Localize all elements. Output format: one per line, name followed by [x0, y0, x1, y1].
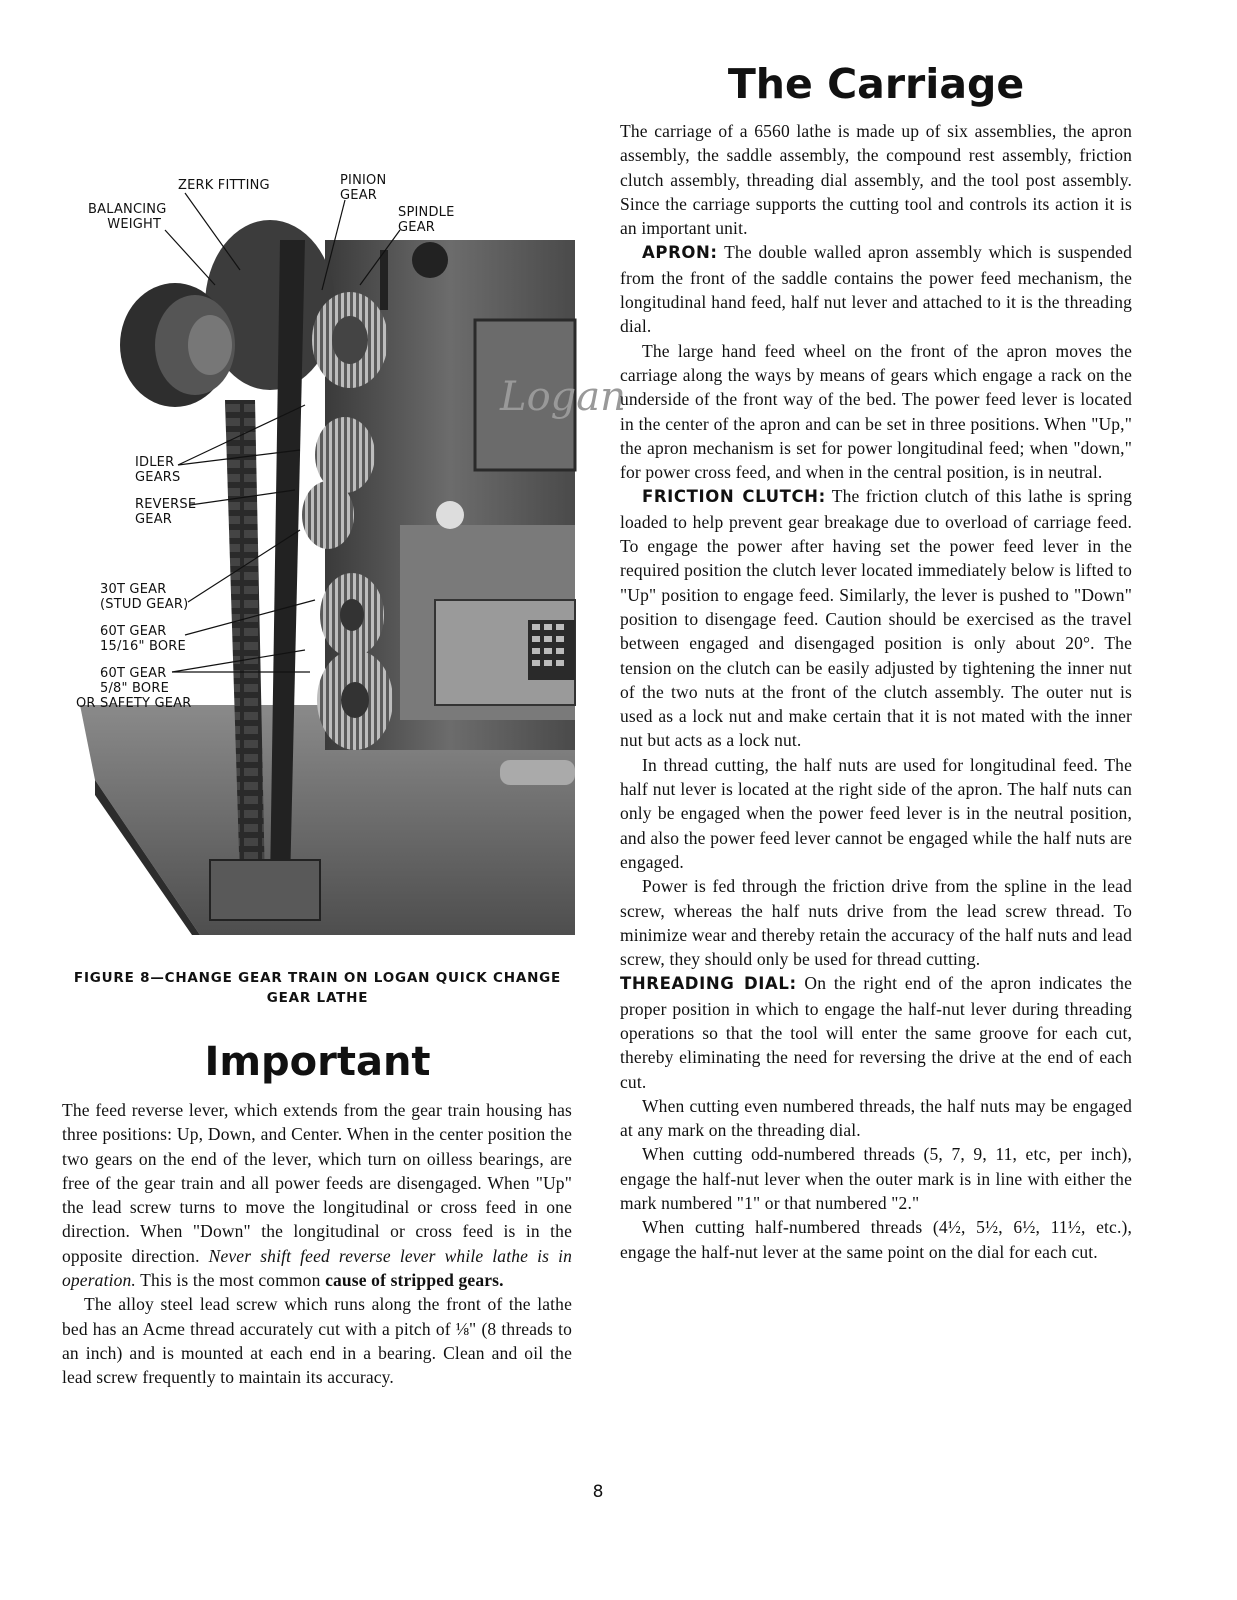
callout-line: IDLER — [135, 455, 175, 470]
callout-line: (STUD GEAR) — [100, 597, 189, 612]
callout-line: 5/8" BORE — [100, 681, 170, 696]
callout-line: 15/16" BORE — [100, 639, 186, 654]
callout-line: GEAR — [398, 220, 436, 235]
callout-line: SPINDLE — [398, 205, 455, 220]
paragraph-friction-clutch — [620, 484, 1132, 752]
carriage-heading: The Carriage — [727, 60, 1025, 108]
callout-line: GEAR — [340, 188, 378, 203]
callout-line: BALANCING — [88, 202, 167, 217]
important-text — [62, 1098, 572, 1390]
paragraph-hand-feed: The large hand feed wheel on the front of the apron moves the carriage along the ways by means of gears which engage a rack on the underside of the front way of the bed. The power feed lever is located in the center of the apron and can be set in three positions. When "Up," the apron mechanism is set for power longitudinal feed; when "down," for power cross feed, and when in the central position, is in neutral. — [620, 340, 1132, 483]
important-heading: Important — [204, 1039, 431, 1085]
carriage-text — [620, 119, 1132, 1264]
paragraph-feed-reverse — [62, 1098, 572, 1292]
paragraph-thread-cutting: In thread cutting, the half nuts are used for longitudinal feed. The half nut lever is located at the right side of the apron. The half nuts can only be engaged when the power feed lever is in the neutral position, and also the power feed lever cannot be engaged while the half nuts are engaged. — [620, 754, 1132, 872]
figure-caption — [60, 968, 575, 1008]
page-number: 8 — [592, 1482, 604, 1502]
callout-line: GEARS — [135, 470, 181, 485]
threading-dial-label: THREADING DIAL: — [620, 974, 797, 994]
paragraph-intro: The carriage of a 6560 lathe is made up of six assemblies, the apron assembly, the saddle assembly, the compound rest assembly, friction clutch assembly, threading dial assembly, and the tool post assembly. Since the carriage supports the cutting tool and controls its action it is an important unit. — [620, 121, 1132, 239]
paragraph-odd-threads: When cutting odd-numbered threads (5, 7, 9, 11, etc, per inch), engage the half-nut lever when the outer mark is in line with either the mark numbered "1" or that numbered "2." — [620, 1144, 1132, 1214]
callout-line: REVERSE — [135, 497, 197, 512]
callout-line: GEAR — [135, 512, 173, 527]
callout-line: 60T GEAR — [100, 624, 167, 639]
paragraph-half-threads: When cutting half-numbered threads (4½, 5½, 6½, 11½, etc.), engage the half-nut lever at the same point on the dial for each cut. — [620, 1217, 1132, 1262]
paragraph-even-threads: When cutting even numbered threads, the half nuts may be engaged at any mark on the threading dial. — [620, 1095, 1132, 1141]
warning-italic: Never shift feed reverse lever while lathe is in operation. — [62, 1245, 572, 1291]
text-span: The double walled apron assembly which is suspended from the front of the saddle contains the power feed mechanism, the longitudinal hand feed, half nut lever and attached to it is the threading dial. — [620, 242, 1132, 337]
paragraph-lead-screw: The alloy steel lead screw which runs along the front of the lathe bed has an Acme thread accurately cut with a pitch of ⅛" (8 threads to an inch) and is mounted at each end in a bearing. Clean and oil the lead screw frequently to maintain its accuracy. — [62, 1294, 572, 1388]
caption-line: GEAR LATHE — [266, 990, 369, 1006]
paragraph-apron — [620, 240, 1132, 338]
callout-line: 30T GEAR — [100, 582, 167, 597]
caption-line: FIGURE 8—CHANGE GEAR TRAIN ON LOGAN QUICK CHANGE — [73, 970, 562, 986]
text-span: This is the most common — [135, 1270, 326, 1291]
figure-8 — [60, 160, 626, 935]
apron-label: APRON: — [642, 243, 718, 263]
warning-bold: cause of stripped gears. — [325, 1270, 504, 1291]
callout-leader-lines — [60, 160, 575, 935]
callout-line: 60T GEAR — [100, 666, 167, 681]
friction-clutch-label: FRICTION CLUTCH: — [642, 487, 826, 507]
callout-line: OR SAFETY GEAR — [76, 696, 192, 711]
text-span: The feed reverse lever, which extends from the gear train housing has three positions: Up, Down, and Center. When in the center position the two gears on the end of the lever, which turn on oilless bearings, are free of the gear train and all power feeds are disengaged. When "Up" the lead screw turns to move the longitudinal or cross feed in one direction. When "Down" the longitudinal or cross feed is in the opposite direction. — [62, 1100, 572, 1266]
callout-line: WEIGHT — [107, 217, 162, 232]
paragraph-power: Power is fed through the friction drive from the spline in the lead screw, whereas the half nuts drive from the lead screw thread. To minimize wear and thereby retain the accuracy of the half nuts and lead screw, they should only be used for thread cutting. — [620, 876, 1132, 970]
text-span: On the right end of the apron indicates the proper position in which to engage the half-nut lever during threading operations so that the tool will enter the same groove for each cut, thereby eliminating the need for reversing the drive at the end of each cut. — [620, 973, 1132, 1092]
callout-line: PINION — [340, 173, 387, 188]
text-span: The friction clutch of this lathe is spring loaded to help prevent gear breakage due to overload of carriage feed. To engage the power after having set the power feed lever in the required position the clutch lever located immediately below is lifted to "Up" position to engage feed. Similarly, the lever is pushed to "Down" position to disengage feed. Caution should be exercised as the travel between engaged and disengaged position is only about 20°. The tension on the clutch can be easily adjusted by tightening the inner nut of the two nuts at the front of the clutch assembly. The outer nut is used as a lock nut and make certain that it is not mated with the inner nut but acts as a lock nut. — [620, 486, 1132, 751]
callout-zerk-fitting: ZERK FITTING — [178, 178, 270, 193]
nameplate-logo: Logan — [500, 374, 626, 420]
paragraph-threading-dial — [620, 971, 1132, 1093]
